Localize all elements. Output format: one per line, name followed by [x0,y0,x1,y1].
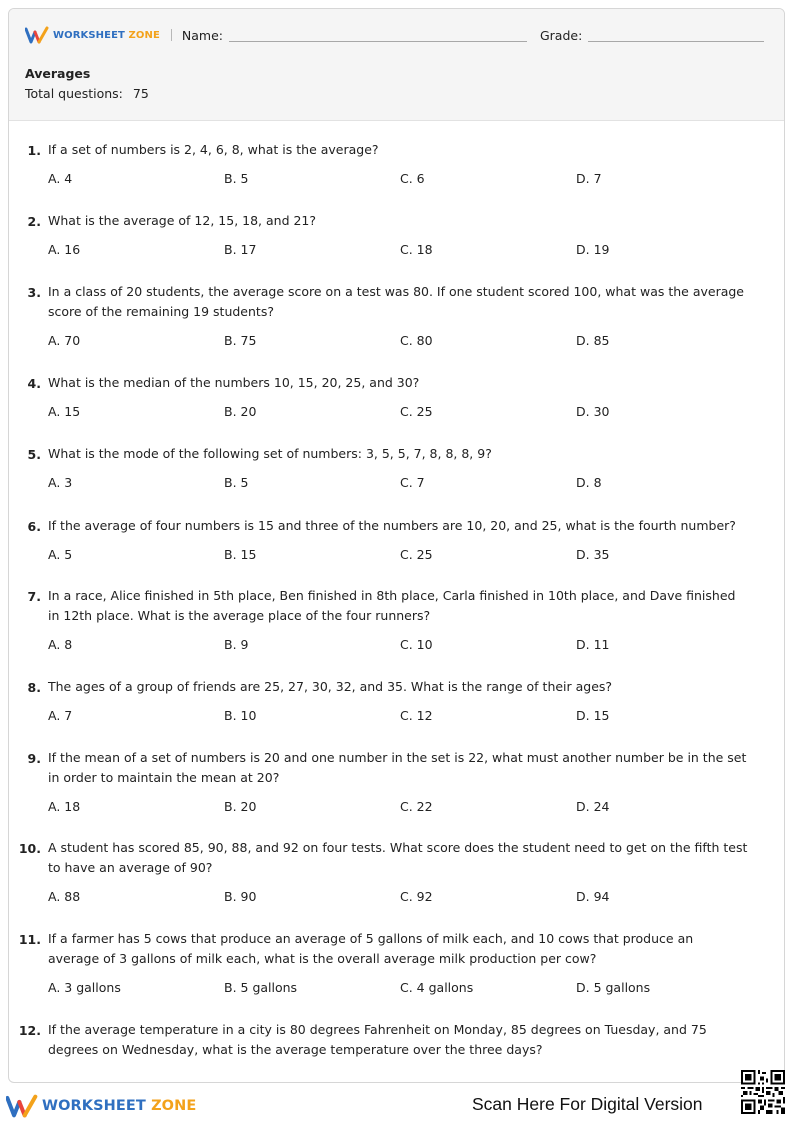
option-c[interactable]: C. 25 [400,404,433,419]
option-a[interactable]: A. 4 [48,171,73,186]
question-number: 8. [27,680,41,695]
total-questions-label: Total questions: [25,86,123,101]
option-b[interactable]: B. 9 [224,637,249,652]
question-number: 7. [27,589,41,604]
question-number: 10. [18,841,41,856]
option-a[interactable]: A. 70 [48,333,81,348]
option-d[interactable]: D. 85 [576,333,610,348]
question-text: If the average of four numbers is 15 and three of the numbers are 10, 20, and 25, what is the fourth number? [48,518,736,533]
name-label: Name: [181,27,223,43]
option-c[interactable]: C. 10 [400,637,433,652]
option-a[interactable]: A. 3 [48,475,73,490]
name-field[interactable] [229,28,527,42]
option-d[interactable]: D. 19 [576,242,610,257]
question-text: In a race, Alice finished in 5th place, Ben finished in 8th place, Carla finished in 10th place, and Dave finished in 12th place. What is the average place of the four runners? [48,588,736,623]
option-a[interactable]: A. 8 [48,637,73,652]
header-logo-text [53,30,160,41]
question-text: A student has scored 85, 90, 88, and 92 on four tests. What score does the student need to get on the fifth test to have an average of 90? [48,840,748,875]
option-b[interactable]: B. 75 [224,333,257,348]
question-text: If the average temperature in a city is 80 degrees Fahrenheit on Monday, 85 degrees on Tuesday, and 75 degrees on Wednesday, what is the average temperature over the three days? [48,1022,707,1057]
question-number: 6. [27,519,41,534]
option-c[interactable]: C. 25 [400,547,433,562]
option-d[interactable]: D. 35 [576,547,610,562]
option-b[interactable]: B. 15 [224,547,257,562]
question-number: 3. [27,285,41,300]
question-number: 12. [18,1023,41,1038]
total-questions [25,86,149,101]
option-b[interactable]: B. 20 [224,799,257,814]
option-a[interactable]: A. 3 gallons [48,980,121,995]
header-logo [25,26,160,44]
option-c[interactable]: C. 92 [400,889,433,904]
option-a[interactable]: A. 16 [48,242,81,257]
option-d[interactable]: D. 30 [576,404,610,419]
option-d[interactable]: D. 24 [576,799,610,814]
option-d[interactable]: D. 15 [576,708,610,723]
question-text: What is the median of the numbers 10, 15, 20, 25, and 30? [48,375,420,390]
option-b[interactable]: B. 5 [224,475,249,490]
option-a[interactable]: A. 15 [48,404,81,419]
question-text: In a class of 20 students, the average score on a test was 80. If one student scored 100, what was the average score of the remaining 19 students? [48,284,744,319]
question-number: 9. [27,751,41,766]
worksheet-header [9,9,784,121]
option-c[interactable]: C. 4 gallons [400,980,474,995]
option-d[interactable]: D. 94 [576,889,610,904]
option-b[interactable]: B. 10 [224,708,257,723]
option-d[interactable]: D. 8 [576,475,602,490]
option-b[interactable]: B. 90 [224,889,257,904]
qr-code-icon[interactable] [741,1070,785,1114]
question-number: 11. [18,932,41,947]
logo-text-zone: ZONE [128,29,160,41]
question-number: 4. [27,376,41,391]
option-b[interactable]: B. 20 [224,404,257,419]
question-text: The ages of a group of friends are 25, 27, 30, 32, and 35. What is the range of their ages? [48,679,613,694]
worksheet-zone-logo-icon [6,1094,38,1118]
question-number: 1. [27,143,41,158]
option-b[interactable]: B. 17 [224,242,257,257]
option-a[interactable]: A. 7 [48,708,73,723]
question-number: 2. [27,214,41,229]
option-c[interactable]: C. 22 [400,799,433,814]
option-d[interactable]: D. 7 [576,171,602,186]
option-b[interactable]: B. 5 [224,171,249,186]
logo-text-zone: ZONE [151,1098,197,1114]
question-number: 5. [27,447,41,462]
header-divider [171,29,172,41]
worksheet-sheet [8,8,785,1083]
logo-text-worksheet: WORKSHEET [53,29,125,41]
question-text: If a set of numbers is 2, 4, 6, 8, what is the average? [48,142,379,157]
question-text: If the mean of a set of numbers is 20 and one number in the set is 22, what must another number be in the set in order to maintain the mean at 20? [48,750,747,785]
option-b[interactable]: B. 5 gallons [224,980,298,995]
worksheet-title: Averages [25,66,91,81]
header-row [25,25,764,45]
footer-logo-text [42,1098,196,1114]
option-c[interactable]: C. 80 [400,333,433,348]
option-c[interactable]: C. 7 [400,475,425,490]
question-text: What is the average of 12, 15, 18, and 21? [48,213,317,228]
option-a[interactable]: A. 18 [48,799,81,814]
option-c[interactable]: C. 12 [400,708,433,723]
question-text: What is the mode of the following set of numbers: 3, 5, 5, 7, 8, 8, 8, 9? [48,446,492,461]
question-text: If a farmer has 5 cows that produce an average of 5 gallons of milk each, and 10 cows that produce an average of 3 gallons of milk each, what is the overall average milk production per cow? [48,931,694,966]
option-c[interactable]: C. 6 [400,171,425,186]
footer-logo [6,1094,196,1118]
grade-label: Grade: [539,27,583,43]
total-questions-value: 75 [132,86,149,101]
option-c[interactable]: C. 18 [400,242,433,257]
option-d[interactable]: D. 5 gallons [576,980,651,995]
worksheet-zone-logo-icon [25,26,49,44]
scan-instruction: Scan Here For Digital Version [472,1094,703,1114]
option-a[interactable]: A. 5 [48,547,73,562]
logo-text-worksheet: WORKSHEET [42,1098,146,1114]
option-d[interactable]: D. 11 [576,637,610,652]
option-a[interactable]: A. 88 [48,889,81,904]
grade-field[interactable] [588,28,764,42]
